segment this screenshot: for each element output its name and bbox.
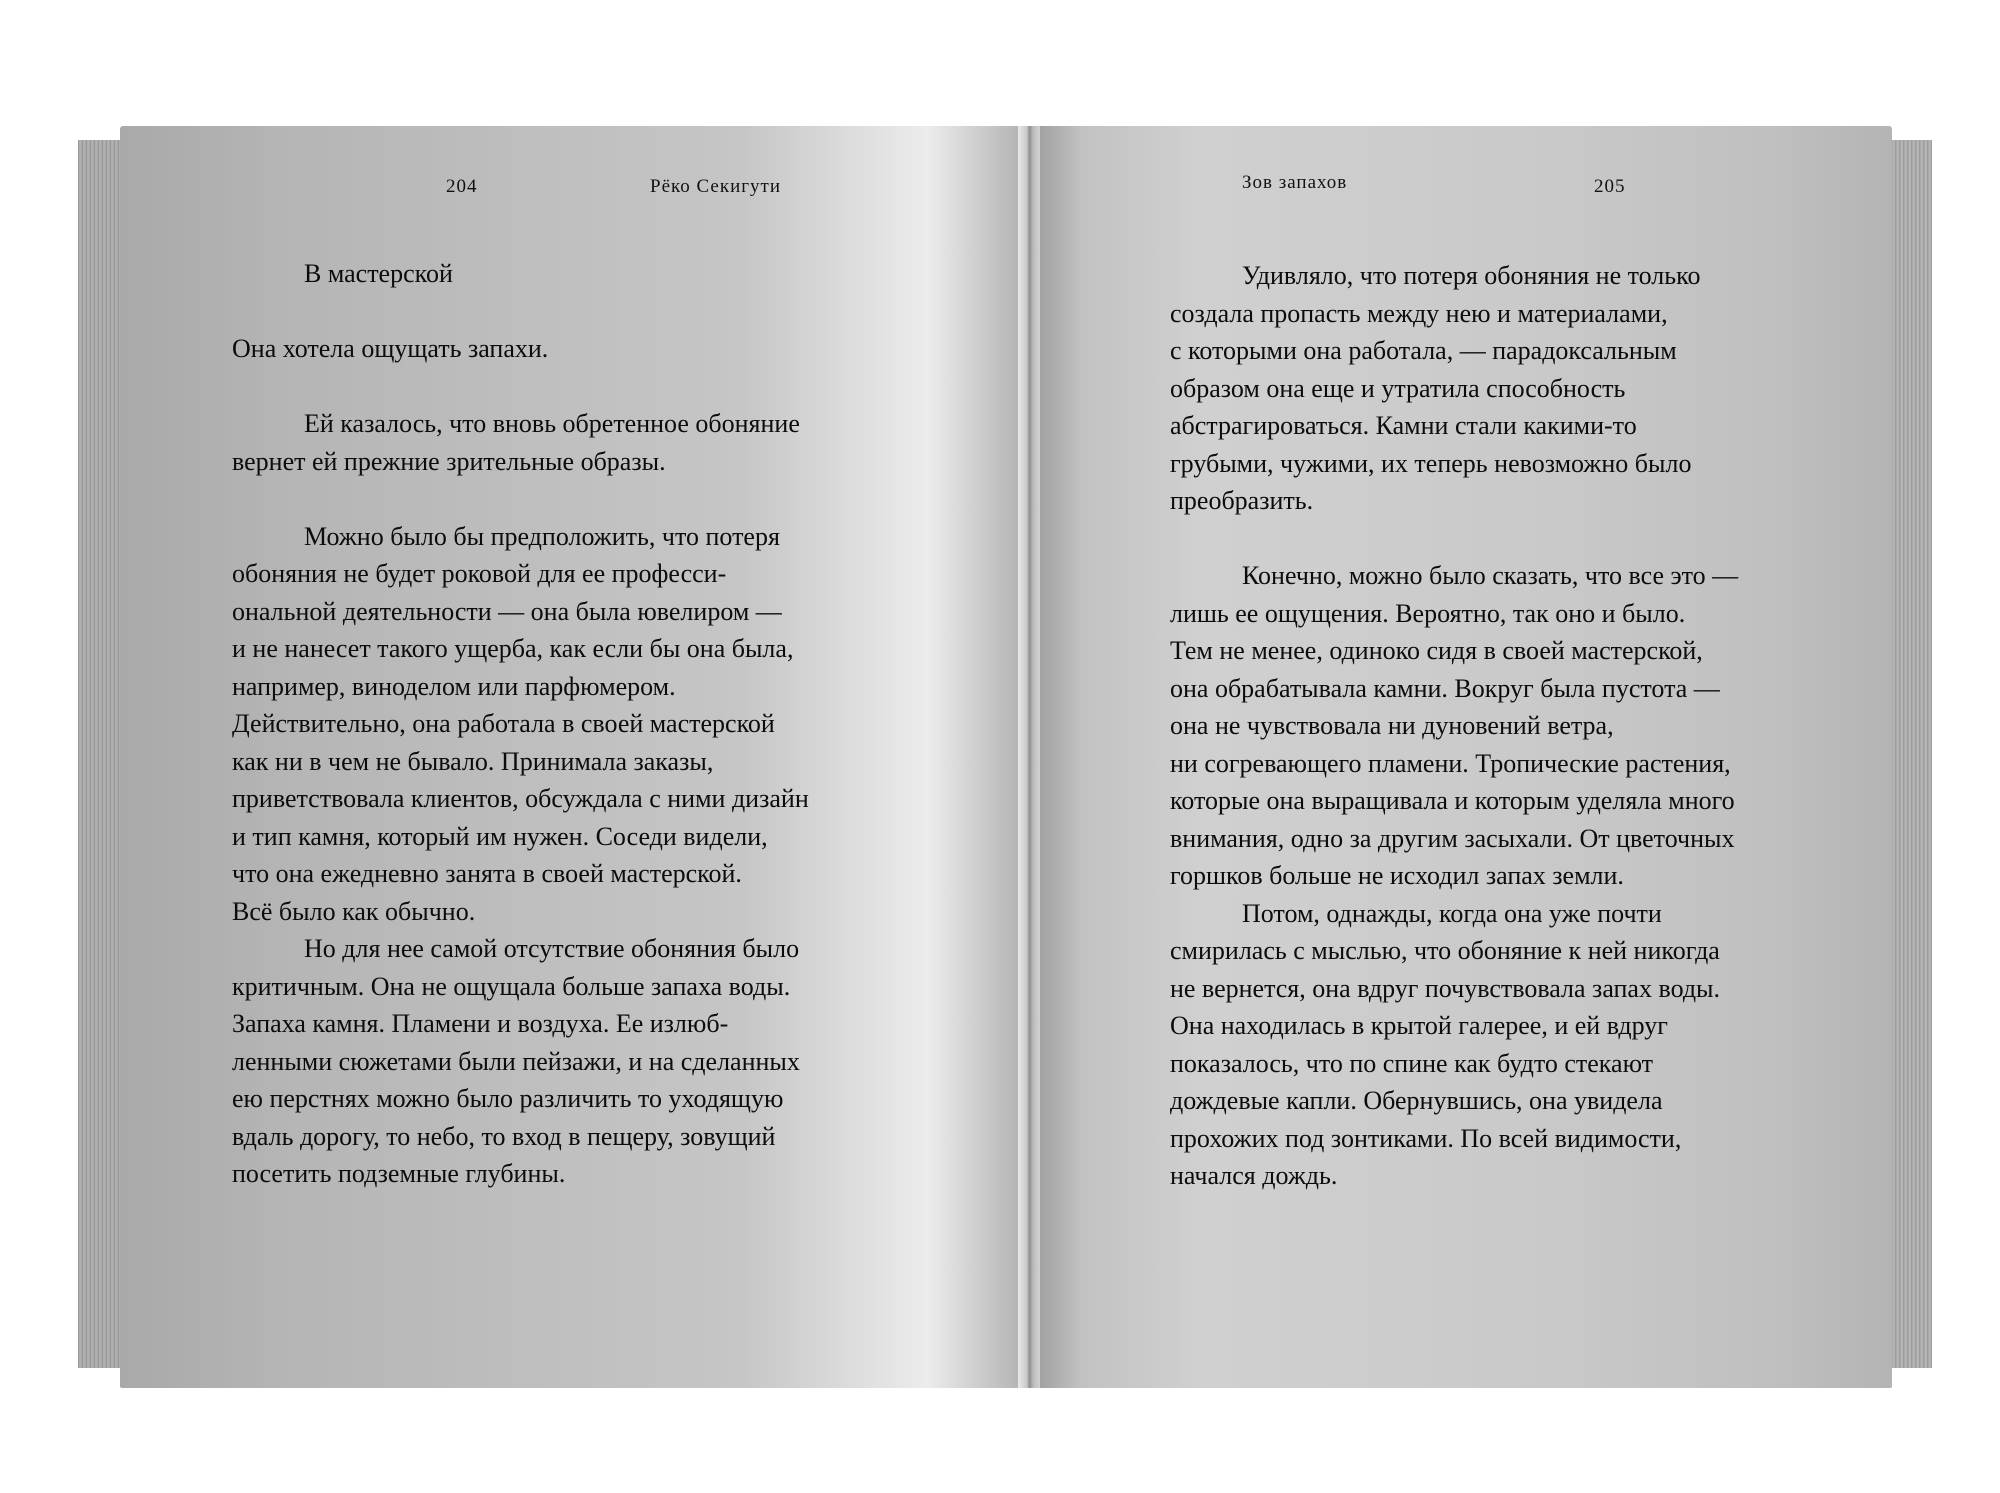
text-line: Она хотела ощущать запахи. <box>232 334 549 363</box>
text-line: Действительно, она работала в своей мастерской <box>232 709 775 738</box>
text-line: как ни в чем не бывало. Принимала заказы, <box>232 746 714 776</box>
right-running-head: Зов запахов <box>1242 172 1348 193</box>
text-line: и не нанесет такого ущерба, как если бы она была, <box>232 634 794 663</box>
text-line: приветствовала клиентов, обсуждала с ними дизайн <box>232 784 809 813</box>
text-line: дождевые капли. Обернувшись, она увидела <box>1170 1086 1663 1115</box>
text-line: Потом, однажды, когда она уже почти <box>1242 898 1662 928</box>
left-page-number: 204 <box>446 176 478 197</box>
text-line: лишь ее ощущения. Вероятно, так оно и было. <box>1170 598 1686 628</box>
text-line: Можно было бы предположить, что потеря <box>304 521 780 551</box>
right-page-number: 205 <box>1594 176 1626 197</box>
text-line: создала пропасть между нею и материалами, <box>1170 298 1668 328</box>
text-line: В мастерской <box>304 259 453 288</box>
left-running-head: Рёко Секигути <box>650 176 782 197</box>
text-line: ни согревающего пламени. Тропические растения, <box>1170 748 1731 778</box>
text-line: например, виноделом или парфюмером. <box>232 671 676 701</box>
text-line: показалось, что по спине как будто стекают <box>1170 1048 1654 1078</box>
text-line: Она находилась в крытой галерее, и ей вдруг <box>1170 1011 1668 1040</box>
text-line <box>232 293 809 331</box>
text-line: смирилась с мыслью, что обоняние к ней никогда <box>1170 936 1720 965</box>
text-line: с которыми она работала, — парадоксальным <box>1170 336 1677 365</box>
right-page-body <box>1170 257 1738 1195</box>
text-line: начался дождь. <box>1170 1161 1338 1190</box>
book-spine-gutter <box>1018 126 1040 1388</box>
text-line: Всё было как обычно. <box>232 896 476 926</box>
text-line: горшков больше не исходил запах земли. <box>1170 861 1624 890</box>
text-line: которые она выращивала и которым уделяла много <box>1170 786 1735 815</box>
text-line: преобразить. <box>1170 486 1314 515</box>
text-line: внимания, одно за другим засыхали. От цветочных <box>1170 823 1735 853</box>
text-line: Запаха камня. Пламени и воздуха. Ее излюб- <box>232 1009 729 1038</box>
text-line: посетить подземные глубины. <box>232 1159 566 1188</box>
text-line: вернет ей прежние зрительные образы. <box>232 446 666 476</box>
text-line: Но для нее самой отсутствие обоняния было <box>304 934 800 963</box>
text-line: прохожих под зонтиками. По всей видимости, <box>1170 1123 1682 1153</box>
text-line <box>232 480 809 518</box>
text-line: ональной деятельности — она была ювелиром — <box>232 596 782 626</box>
text-line: Удивляло, что потеря обоняния не только <box>1242 261 1701 290</box>
text-line: Тем не менее, одиноко сидя в своей мастерской, <box>1170 636 1703 665</box>
text-line: не вернется, она вдруг почувствовала запах воды. <box>1170 973 1721 1003</box>
text-line: она обрабатывала камни. Вокруг была пустота — <box>1170 673 1720 703</box>
text-line <box>1170 520 1738 558</box>
text-line: и тип камня, который им нужен. Соседи видели, <box>232 821 768 851</box>
text-line: грубыми, чужими, их теперь невозможно было <box>1170 448 1692 478</box>
text-line: Ей казалось, что вновь обретенное обоняние <box>304 409 800 438</box>
text-line: абстрагироваться. Камни стали какими-то <box>1170 411 1637 440</box>
text-line: ленными сюжетами были пейзажи, и на сделанных <box>232 1046 800 1076</box>
left-page-body <box>232 255 809 1193</box>
text-line: ею перстнях можно было различить то уходящую <box>232 1084 784 1113</box>
text-line: она не чувствовала ни дуновений ветра, <box>1170 711 1614 740</box>
text-line: вдаль дорогу, то небо, то вход в пещеру, зовущий <box>232 1121 776 1151</box>
text-line: критичным. Она не ощущала больше запаха воды. <box>232 971 791 1001</box>
text-line: Конечно, можно было сказать, что все это — <box>1242 561 1739 590</box>
text-line <box>232 368 809 406</box>
text-line: что она ежедневно занята в своей мастерской. <box>232 859 742 888</box>
text-line: обоняния не будет роковой для ее професси- <box>232 559 727 588</box>
text-line: образом она еще и утратила способность <box>1170 373 1626 403</box>
